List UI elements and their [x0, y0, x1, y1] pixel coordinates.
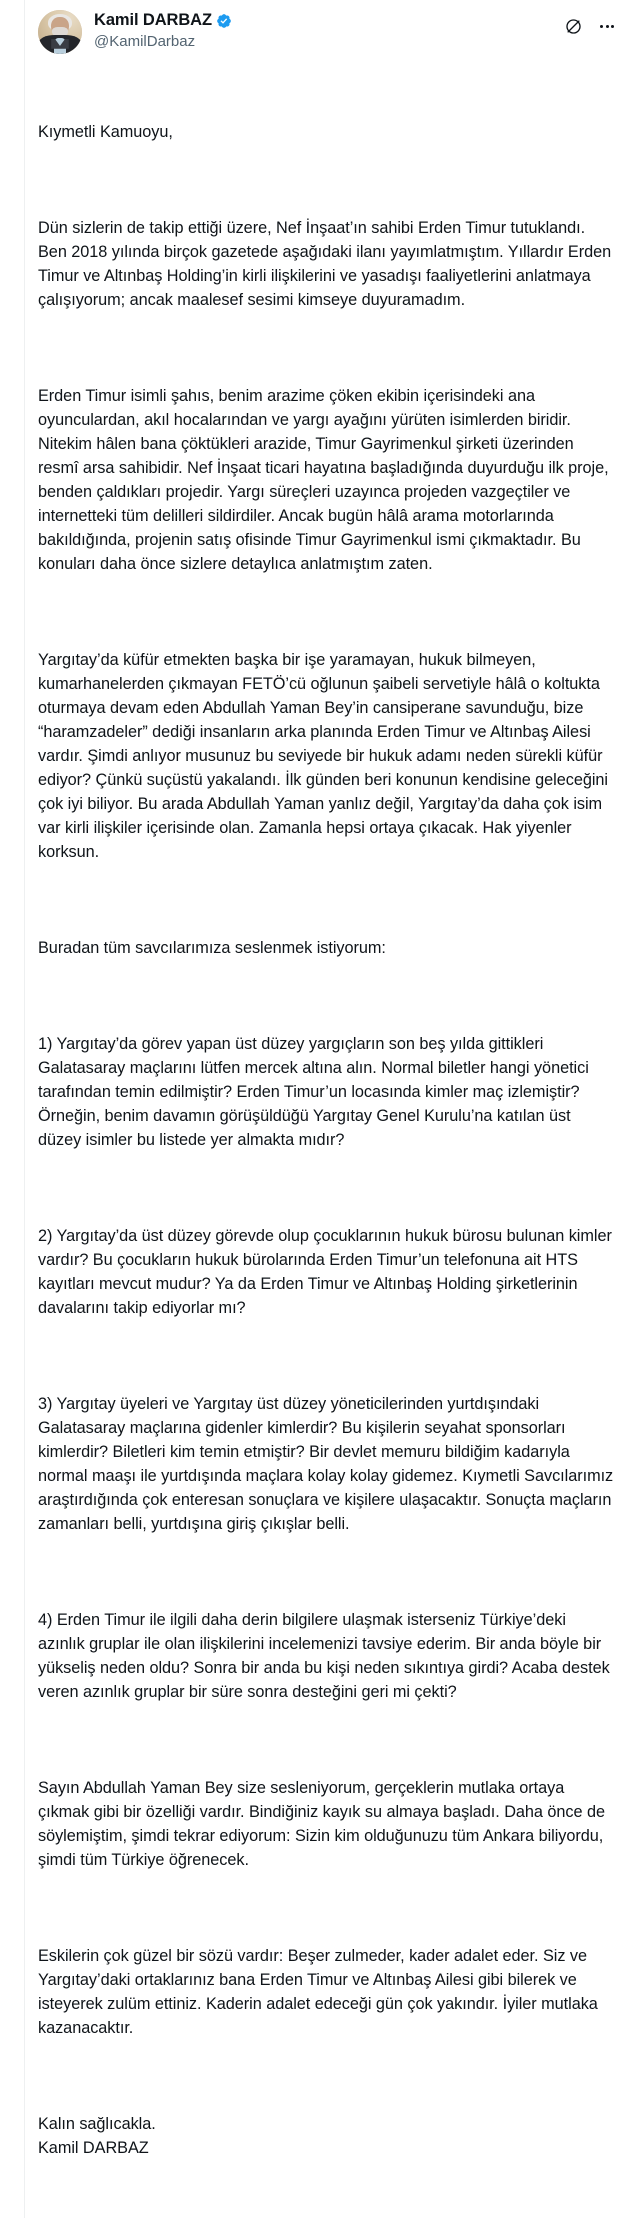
tweet-paragraph: 4) Erden Timur ile ilgili daha derin bilgilere ulaşmak isterseniz Türkiye’deki azınlık gruplar ile olan ilişkilerini incelemenizi tavsiye ederim. Bir anda böyle bir yükseliş neden oldu? Sonra bir anda bu kişi neden sıkıntıya girdi? Acaba destek veren azınlık gruplar bir süre sonra desteğini geri mi çekti? — [38, 1611, 615, 1701]
tweet-paragraph: Kıymetli Kamuoyu, — [38, 123, 173, 141]
more-dot — [606, 25, 609, 28]
author-display-name[interactable]: Kamil DARBAZ — [94, 11, 212, 29]
more-options-icon[interactable] — [597, 16, 617, 36]
tweet-paragraph: Yargıtay’da küfür etmekten başka bir işe yaramayan, hukuk bilmeyen, kumarhanelerden çıkmayan FETÖ’cü oğlunun şaibeli servetiyle hâlâ o koltukta oturmaya devam eden Abdullah Yaman Bey’in cansiperane savunduğu, bize “haramzadeler” dediği insanların arka planında Erden Timur ve Altınbaş Ailesi vardır. Şimdi anlıyor musunuz bu seviyede bir hukuk adamı neden sürekli küfür ediyor? Çünkü suçüstü yakalandı. İlk günden beri konunun kendisine geleceğini çok iyi biliyor. Bu arada Abdullah Yaman yanlız değil, Yargıtay’da daha çok isim var kirli ilişkiler içerisinde olan. Zamanla hepsi ortaya çıkacak. Hak yiyenler korksun. — [38, 651, 613, 861]
tweet-header-actions — [564, 16, 617, 36]
tweet-signature — [38, 2112, 616, 2160]
verified-badge-icon — [216, 13, 232, 29]
more-dot — [611, 25, 614, 28]
author-name-block — [94, 10, 232, 52]
tweet-paragraph: Buradan tüm savcılarımıza seslenmek istiyorum: — [38, 939, 386, 957]
tweet-paragraph: Dün sizlerin de takip ettiği üzere, Nef İnşaat’ın sahibi Erden Timur tutuklandı. Ben 2018 yılında birçok gazetede aşağıdaki ilanı yayımlatmıştım. Yıllardır Erden Timur ve Altınbaş Holding’in kirli ilişkilerini ve yasadışı faaliyetlerini anlatmaya çalışıyorum; ancak maalesef sesimi kimseye duyuramadım. — [38, 219, 616, 309]
tweet-paragraph: Sayın Abdullah Yaman Bey size sesleniyorum, gerçeklerin mutlaka ortaya çıkmak gibi bir özelliği vardır. Bindiğiniz kayık su almaya başladı. Daha önce de söylemiştim, şimdi tekrar ediyorum: Sizin kim olduğunuzu tüm Ankara biliyordu, şimdi tüm Türkiye öğrenecek. — [38, 1779, 610, 1869]
author-handle[interactable]: @KamilDarbaz — [94, 32, 196, 50]
grok-icon[interactable] — [564, 17, 583, 36]
signature-line-1: Kalın sağlıcakla. — [38, 2115, 156, 2133]
tweet-paragraph: Erden Timur isimli şahıs, benim arazime çöken ekibin içerisindeki ana oyunculardan, akıl hocalarından ve yargı ayağını yürüten isimlerden biridir. Nitekim hâlen bana çöktükleri arazide, Timur Gayrimenkul şirketi üzerinden resmî arsa sahibidir. Nef İnşaat ticari hayatına başladığında duyurduğu ilk proje, benden çaldıkları projedir. Yargı süreçleri uzayınca projeden vazgeçtiler ve internetteki tüm delilleri sildirdiler. Ancak bugün hâlâ arama motorlarında bakıldığında, projenin satış ofisinde Timur Gayrimenkul ismi çıkmaktadır. Bu konuları daha önce sizlere detaylıca anlatmıştım zaten. — [38, 387, 614, 573]
author-name-row — [94, 11, 232, 31]
tweet-paragraph: 1) Yargıtay’da görev yapan üst düzey yargıçların son beş yılda gittikleri Galatasaray maçlarını lütfen mercek altına alın. Normal biletler hangi yönetici tarafından temin edilmiştir? Erden Timur’un locasında kimler maç izlemiştir? Örneğin, benim davamın görüşüldüğü Yargıtay Genel Kurulu’na katılan üst düzey isimler bu listede yer almakta mıdır? — [38, 1035, 594, 1149]
tweet-paragraph: 3) Yargıtay üyeleri ve Yargıtay üst düzey yöneticilerinden yurtdışındaki Galatasaray maçlarına gidenler kimlerdir? Bu kişilerin seyahat sponsorları kimlerdir? Biletleri kim temin etmiştir? Bir devlet memuru bildiğim kadarıyla normal maaşı ile yurtdışında maçlara kolay kolay gidemez. Kıymetli Savcılarımız araştırdığında çok enteresan sonuçlara ve kişilere ulaşacaktır. Sonuçta maçların zamanları belli, yurtdışına giriş çıkışlar belli. — [38, 1395, 618, 1533]
tweet-text — [38, 72, 616, 2208]
more-dot — [600, 25, 603, 28]
avatar[interactable] — [38, 10, 82, 54]
tweet-paragraph: 2) Yargıtay’da üst düzey görevde olup çocuklarının hukuk bürosu bulunan kimler vardır? Bu çocukların hukuk bürolarında Erden Timur’un telefonuna ait HTS kayıtları mevcut mudur? Ya da Erden Timur ve Altınbaş Holding şirketlerinin davalarını takip ediyorlar mı? — [38, 1227, 617, 1317]
tweet-paragraph: Eskilerin çok güzel bir sözü vardır: Beşer zulmeder, kader adalet eder. Siz ve Yargıtay’daki ortaklarınız bana Erden Timur ve Altınbaş Ailesi gibi bilerek ve isteyerek zulüm ettiniz. Kaderin adalet edeceği gün çok yakındır. İyiler mutlaka kazanacaktır. — [38, 1947, 603, 2037]
tweet-header — [38, 10, 617, 62]
signature-line-2: Kamil DARBAZ — [38, 2139, 149, 2157]
